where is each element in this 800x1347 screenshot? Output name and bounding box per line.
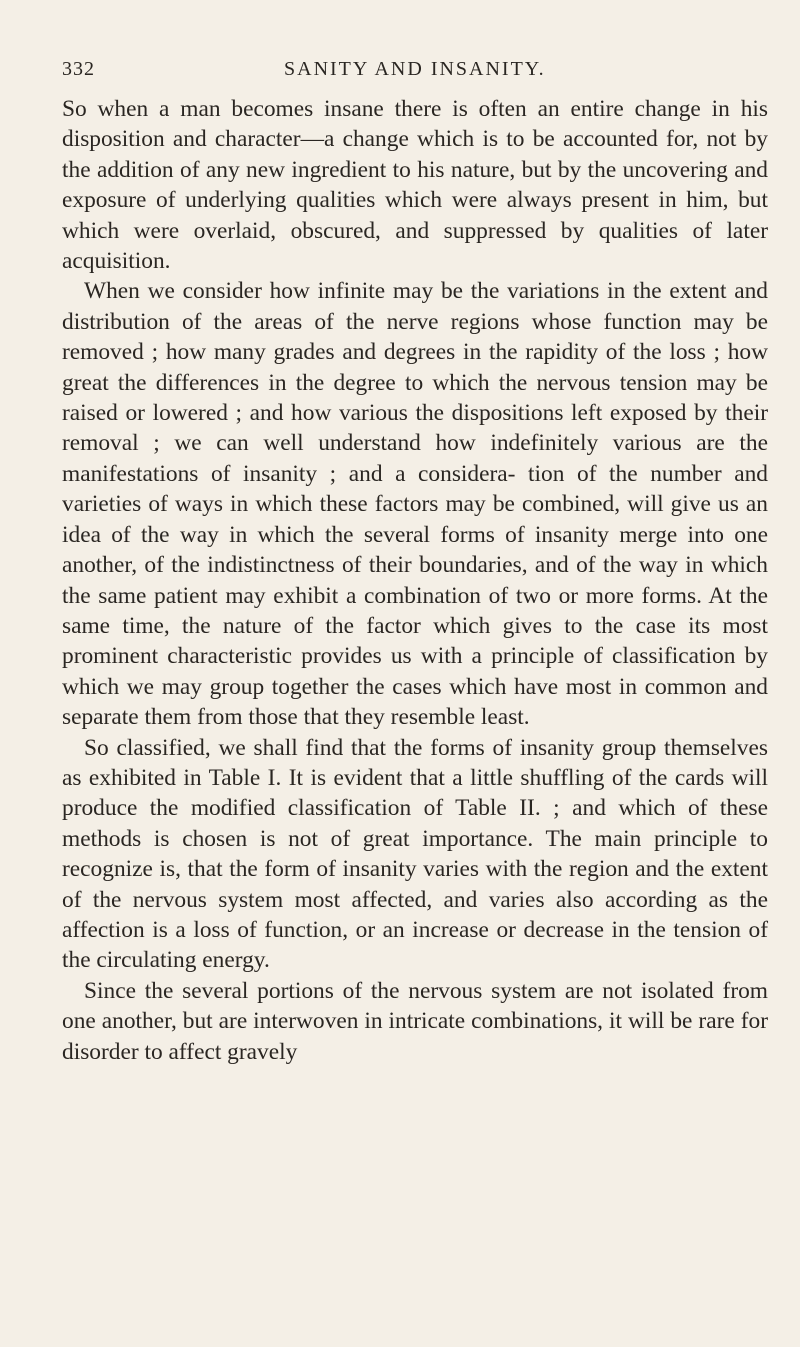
page-number: 332 — [62, 58, 95, 80]
paragraph: When we consider how infinite may be the variations in the extent and distribution of the areas of the nerve regions whose function may be removed ; how many grades and degrees in the rapidity of the loss ; how great the differences in the degree to which the nervous tension may be raised or lowered ; and how various the dispositions left exposed by their removal ; we can well understand how indefinitely various are the manifestations of insanity ; and a considera- tion of the number and varieties of ways in which these factors may be combined, will give us an idea of the way in which the several forms of insanity merge into one another, of the indistinctness of their boundaries, and of the way in which the same patient may exhibit a combination of two or more forms. At the same time, the nature of the factor which gives to the case its most prominent characteristic provides us with a principle of classification by which we may group together the cases which have most in common and separate them from those that they resemble least. — [62, 278, 768, 731]
paragraph: So when a man becomes insane there is often an entire change in his disposition and character—a change which is to be accounted for, not by the addition of any new ingredient to his nature, but by the uncovering and exposure of underlying qualities which were always present in him, but which were overlaid, obscured, and suppressed by qualities of later acquisition. — [62, 96, 768, 275]
running-title: SANITY AND INSANITY. — [284, 58, 546, 80]
running-head — [62, 58, 768, 94]
body-text — [62, 94, 768, 1067]
paragraph: So classified, we shall find that the forms of insanity group themselves as exhibited in Table I. It is evident that a little shuffling of the cards will produce the modified classification of Table II. ; and which of these methods is chosen is not of great importance. The main principle to recognize is, that the form of insanity varies with the region and the extent of the nervous system most affected, and varies also according as the affection is a loss of function, or an increase or decrease in the tension of the circulating energy. — [62, 734, 768, 974]
paragraph: Since the several portions of the nervous system are not isolated from one another, but are interwoven in intricate combinations, it will be rare for disorder to affect gravely — [62, 977, 768, 1065]
book-page — [62, 58, 768, 1067]
